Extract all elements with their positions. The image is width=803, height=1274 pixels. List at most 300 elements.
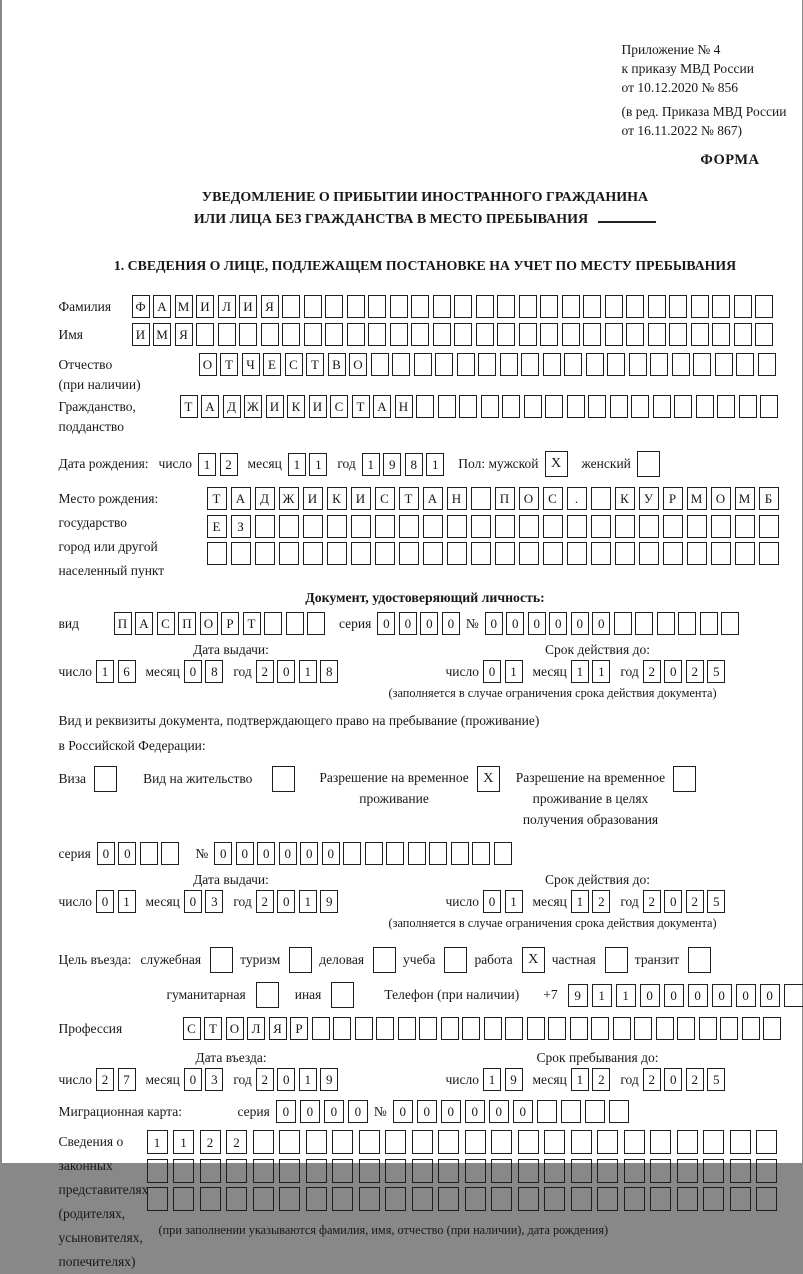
form-cell[interactable]: [639, 515, 659, 538]
form-cell[interactable]: [207, 542, 227, 565]
birth-place-row-3[interactable]: [207, 542, 779, 565]
form-cell[interactable]: [200, 1159, 221, 1183]
form-cell[interactable]: 0: [465, 1100, 485, 1123]
form-cell[interactable]: 2: [686, 660, 704, 683]
form-cell[interactable]: [677, 1159, 698, 1183]
form-cell[interactable]: [491, 1130, 512, 1154]
form-cell[interactable]: [451, 842, 469, 865]
form-cell[interactable]: [332, 1159, 353, 1183]
form-cell[interactable]: [691, 295, 709, 318]
form-cell[interactable]: Ф: [132, 295, 150, 318]
form-cell[interactable]: 0: [485, 612, 503, 635]
form-cell[interactable]: И: [309, 395, 327, 418]
form-cell[interactable]: [586, 353, 604, 376]
form-cell[interactable]: Т: [220, 353, 238, 376]
form-cell[interactable]: [735, 542, 755, 565]
form-cell[interactable]: [545, 395, 563, 418]
form-cell[interactable]: 0: [528, 612, 546, 635]
form-cell[interactable]: [416, 395, 434, 418]
residence-valid-year[interactable]: [643, 890, 726, 913]
purpose-official-checkbox[interactable]: [210, 947, 233, 973]
form-cell[interactable]: 1: [571, 1068, 589, 1091]
form-cell[interactable]: [561, 1100, 581, 1123]
form-cell[interactable]: [614, 612, 632, 635]
form-cell[interactable]: [615, 515, 635, 538]
form-cell[interactable]: С: [157, 612, 175, 635]
form-cell[interactable]: 0: [417, 1100, 437, 1123]
form-cell[interactable]: О: [199, 353, 217, 376]
form-cell[interactable]: 2: [643, 660, 661, 683]
sex-female-checkbox[interactable]: [637, 451, 660, 477]
form-cell[interactable]: [624, 1187, 645, 1211]
form-cell[interactable]: [742, 1017, 760, 1040]
form-cell[interactable]: [639, 542, 659, 565]
form-cell[interactable]: [519, 323, 537, 346]
form-cell[interactable]: [255, 542, 275, 565]
form-cell[interactable]: [423, 515, 443, 538]
form-cell[interactable]: 8: [205, 660, 223, 683]
edu-residence-checkbox[interactable]: [673, 766, 696, 792]
birth-year-input[interactable]: [362, 453, 445, 476]
form-cell[interactable]: [351, 515, 371, 538]
form-cell[interactable]: [495, 542, 515, 565]
form-cell[interactable]: [359, 1159, 380, 1183]
form-cell[interactable]: [279, 542, 299, 565]
form-cell[interactable]: [462, 1017, 480, 1040]
form-cell[interactable]: 5: [707, 1068, 725, 1091]
representatives-row-1[interactable]: [147, 1130, 778, 1154]
entry-day[interactable]: [96, 1068, 136, 1091]
residence-issue-day[interactable]: [96, 890, 136, 913]
form-cell[interactable]: М: [153, 323, 171, 346]
form-cell[interactable]: [355, 1017, 373, 1040]
identity-valid-year[interactable]: [643, 660, 726, 683]
form-cell[interactable]: [739, 395, 757, 418]
form-cell[interactable]: [392, 353, 410, 376]
form-cell[interactable]: [677, 1130, 698, 1154]
form-cell[interactable]: [711, 515, 731, 538]
form-cell[interactable]: [650, 1130, 671, 1154]
purpose-study-checkbox[interactable]: [444, 947, 467, 973]
form-cell[interactable]: [399, 515, 419, 538]
form-cell[interactable]: А: [153, 295, 171, 318]
surname-input[interactable]: [132, 295, 774, 318]
form-cell[interactable]: [332, 1130, 353, 1154]
form-cell[interactable]: Л: [247, 1017, 265, 1040]
form-cell[interactable]: [597, 1130, 618, 1154]
entry-year[interactable]: [256, 1068, 339, 1091]
form-cell[interactable]: Т: [243, 612, 261, 635]
form-cell[interactable]: [567, 542, 587, 565]
form-cell[interactable]: [494, 842, 512, 865]
form-cell[interactable]: [147, 1187, 168, 1211]
form-cell[interactable]: П: [178, 612, 196, 635]
form-cell[interactable]: [399, 542, 419, 565]
form-cell[interactable]: [376, 1017, 394, 1040]
form-cell[interactable]: [700, 612, 718, 635]
form-cell[interactable]: 1: [299, 1068, 317, 1091]
form-cell[interactable]: [677, 1187, 698, 1211]
form-cell[interactable]: [447, 542, 467, 565]
form-cell[interactable]: 0: [322, 842, 340, 865]
form-cell[interactable]: [755, 295, 773, 318]
form-cell[interactable]: [327, 542, 347, 565]
form-cell[interactable]: 0: [277, 890, 295, 913]
form-cell[interactable]: [454, 323, 472, 346]
form-cell[interactable]: 1: [426, 453, 444, 476]
form-cell[interactable]: [537, 1100, 557, 1123]
form-cell[interactable]: [597, 1159, 618, 1183]
form-cell[interactable]: [613, 1017, 631, 1040]
form-cell[interactable]: [255, 515, 275, 538]
form-cell[interactable]: [359, 1130, 380, 1154]
form-cell[interactable]: [736, 353, 754, 376]
form-cell[interactable]: 1: [299, 890, 317, 913]
temp-residence-checkbox[interactable]: X: [477, 766, 500, 792]
form-cell[interactable]: [239, 323, 257, 346]
doc-number-input[interactable]: [485, 612, 740, 635]
form-cell[interactable]: К: [287, 395, 305, 418]
form-cell[interactable]: 1: [118, 890, 136, 913]
form-cell[interactable]: [433, 295, 451, 318]
form-cell[interactable]: [663, 542, 683, 565]
form-cell[interactable]: [567, 515, 587, 538]
residence-issue-month[interactable]: [184, 890, 224, 913]
form-cell[interactable]: [279, 515, 299, 538]
form-cell[interactable]: [562, 295, 580, 318]
form-cell[interactable]: Т: [352, 395, 370, 418]
form-cell[interactable]: 0: [664, 984, 684, 1007]
form-cell[interactable]: [591, 542, 611, 565]
form-cell[interactable]: [196, 323, 214, 346]
form-cell[interactable]: [687, 515, 707, 538]
form-cell[interactable]: [140, 842, 158, 865]
form-cell[interactable]: [678, 612, 696, 635]
form-cell[interactable]: [386, 842, 404, 865]
form-cell[interactable]: [325, 295, 343, 318]
sex-male-checkbox[interactable]: X: [545, 451, 568, 477]
patronymic-input[interactable]: [199, 353, 776, 376]
form-cell[interactable]: С: [183, 1017, 201, 1040]
form-cell[interactable]: [699, 1017, 717, 1040]
form-cell[interactable]: 9: [383, 453, 401, 476]
form-cell[interactable]: [669, 323, 687, 346]
form-cell[interactable]: 0: [688, 984, 708, 1007]
form-cell[interactable]: 1: [198, 453, 216, 476]
birth-month-input[interactable]: [288, 453, 328, 476]
form-cell[interactable]: 0: [96, 890, 114, 913]
form-cell[interactable]: [571, 1130, 592, 1154]
representatives-row-3[interactable]: [147, 1187, 778, 1211]
residence-number-input[interactable]: [214, 842, 512, 865]
form-cell[interactable]: [544, 1130, 565, 1154]
form-cell[interactable]: [755, 323, 773, 346]
form-cell[interactable]: Р: [221, 612, 239, 635]
form-cell[interactable]: [173, 1187, 194, 1211]
form-cell[interactable]: [412, 1130, 433, 1154]
form-cell[interactable]: Ч: [242, 353, 260, 376]
form-cell[interactable]: 0: [184, 660, 202, 683]
form-cell[interactable]: [648, 323, 666, 346]
form-cell[interactable]: [540, 295, 558, 318]
form-cell[interactable]: 9: [505, 1068, 523, 1091]
form-cell[interactable]: 1: [362, 453, 380, 476]
form-cell[interactable]: 5: [707, 660, 725, 683]
form-cell[interactable]: 1: [592, 984, 612, 1007]
form-cell[interactable]: Р: [290, 1017, 308, 1040]
stay-month[interactable]: [571, 1068, 611, 1091]
form-cell[interactable]: [471, 515, 491, 538]
form-cell[interactable]: [712, 323, 730, 346]
form-cell[interactable]: [423, 542, 443, 565]
form-cell[interactable]: [674, 395, 692, 418]
form-cell[interactable]: 0: [592, 612, 610, 635]
form-cell[interactable]: О: [226, 1017, 244, 1040]
form-cell[interactable]: 0: [664, 1068, 682, 1091]
form-cell[interactable]: 0: [712, 984, 732, 1007]
form-cell[interactable]: [650, 1187, 671, 1211]
form-cell[interactable]: [571, 1187, 592, 1211]
form-cell[interactable]: [438, 1159, 459, 1183]
form-cell[interactable]: 0: [420, 612, 438, 635]
form-cell[interactable]: [756, 1159, 777, 1183]
form-cell[interactable]: [282, 295, 300, 318]
form-cell[interactable]: [527, 1017, 545, 1040]
form-cell[interactable]: [615, 542, 635, 565]
form-cell[interactable]: 1: [483, 1068, 501, 1091]
form-cell[interactable]: 0: [549, 612, 567, 635]
form-cell[interactable]: [626, 323, 644, 346]
form-cell[interactable]: [544, 1159, 565, 1183]
form-cell[interactable]: [570, 1017, 588, 1040]
form-cell[interactable]: А: [201, 395, 219, 418]
form-cell[interactable]: [218, 323, 236, 346]
form-cell[interactable]: [411, 323, 429, 346]
migration-number-input[interactable]: [393, 1100, 629, 1123]
form-cell[interactable]: [634, 1017, 652, 1040]
identity-issue-day[interactable]: [96, 660, 136, 683]
form-cell[interactable]: 2: [256, 1068, 274, 1091]
form-cell[interactable]: О: [349, 353, 367, 376]
form-cell[interactable]: [687, 542, 707, 565]
form-cell[interactable]: [734, 295, 752, 318]
form-cell[interactable]: [226, 1159, 247, 1183]
identity-valid-month[interactable]: [571, 660, 611, 683]
form-cell[interactable]: У: [639, 487, 659, 510]
form-cell[interactable]: 0: [118, 842, 136, 865]
form-cell[interactable]: О: [519, 487, 539, 510]
form-cell[interactable]: Т: [204, 1017, 222, 1040]
form-cell[interactable]: 1: [616, 984, 636, 1007]
form-cell[interactable]: 2: [643, 1068, 661, 1091]
form-cell[interactable]: Р: [663, 487, 683, 510]
form-cell[interactable]: [231, 542, 251, 565]
form-cell[interactable]: 2: [686, 890, 704, 913]
form-cell[interactable]: Я: [261, 295, 279, 318]
form-cell[interactable]: О: [711, 487, 731, 510]
form-cell[interactable]: [390, 323, 408, 346]
form-cell[interactable]: [368, 295, 386, 318]
form-cell[interactable]: 0: [640, 984, 660, 1007]
form-cell[interactable]: [585, 1100, 605, 1123]
form-cell[interactable]: [419, 1017, 437, 1040]
form-cell[interactable]: 0: [760, 984, 780, 1007]
form-cell[interactable]: [365, 842, 383, 865]
form-cell[interactable]: 1: [299, 660, 317, 683]
form-cell[interactable]: [303, 542, 323, 565]
residence-valid-month[interactable]: [571, 890, 611, 913]
form-cell[interactable]: [543, 515, 563, 538]
form-cell[interactable]: [476, 323, 494, 346]
form-cell[interactable]: [347, 323, 365, 346]
form-cell[interactable]: [438, 1187, 459, 1211]
form-cell[interactable]: [282, 323, 300, 346]
form-cell[interactable]: 5: [707, 890, 725, 913]
form-cell[interactable]: Я: [269, 1017, 287, 1040]
form-cell[interactable]: О: [200, 612, 218, 635]
form-cell[interactable]: [253, 1187, 274, 1211]
form-cell[interactable]: [438, 1130, 459, 1154]
form-cell[interactable]: [385, 1159, 406, 1183]
form-cell[interactable]: [677, 1017, 695, 1040]
phone-input[interactable]: [568, 984, 803, 1007]
form-cell[interactable]: [500, 353, 518, 376]
form-cell[interactable]: 2: [686, 1068, 704, 1091]
form-cell[interactable]: Т: [306, 353, 324, 376]
stay-day[interactable]: [483, 1068, 523, 1091]
visa-checkbox[interactable]: [94, 766, 117, 792]
form-cell[interactable]: [412, 1187, 433, 1211]
form-cell[interactable]: 8: [405, 453, 423, 476]
form-cell[interactable]: 0: [97, 842, 115, 865]
form-cell[interactable]: И: [303, 487, 323, 510]
form-cell[interactable]: [521, 353, 539, 376]
form-cell[interactable]: [696, 395, 714, 418]
given-name-input[interactable]: [132, 323, 774, 346]
form-cell[interactable]: .: [567, 487, 587, 510]
form-cell[interactable]: Б: [759, 487, 779, 510]
form-cell[interactable]: И: [266, 395, 284, 418]
stay-year[interactable]: [643, 1068, 726, 1091]
form-cell[interactable]: [351, 542, 371, 565]
form-cell[interactable]: [459, 395, 477, 418]
form-cell[interactable]: [385, 1130, 406, 1154]
form-cell[interactable]: 1: [505, 890, 523, 913]
purpose-business-checkbox[interactable]: [373, 947, 396, 973]
form-cell[interactable]: [333, 1017, 351, 1040]
form-cell[interactable]: 1: [147, 1130, 168, 1154]
form-cell[interactable]: [635, 612, 653, 635]
form-cell[interactable]: [325, 323, 343, 346]
form-cell[interactable]: [703, 1130, 724, 1154]
migration-series-input[interactable]: [276, 1100, 368, 1123]
form-cell[interactable]: [471, 542, 491, 565]
form-cell[interactable]: [476, 295, 494, 318]
form-cell[interactable]: Ж: [244, 395, 262, 418]
form-cell[interactable]: [624, 1130, 645, 1154]
form-cell[interactable]: [657, 612, 675, 635]
form-cell[interactable]: 0: [664, 890, 682, 913]
form-cell[interactable]: [519, 515, 539, 538]
form-cell[interactable]: [583, 295, 601, 318]
form-cell[interactable]: [656, 1017, 674, 1040]
form-cell[interactable]: 0: [348, 1100, 368, 1123]
purpose-humanitarian-checkbox[interactable]: [256, 982, 279, 1008]
form-cell[interactable]: 0: [257, 842, 275, 865]
form-cell[interactable]: [390, 295, 408, 318]
form-cell[interactable]: [571, 1159, 592, 1183]
form-cell[interactable]: [497, 295, 515, 318]
doc-kind-input[interactable]: [114, 612, 326, 635]
form-cell[interactable]: 0: [276, 1100, 296, 1123]
form-cell[interactable]: 0: [736, 984, 756, 1007]
entry-month[interactable]: [184, 1068, 224, 1091]
form-cell[interactable]: [693, 353, 711, 376]
form-cell[interactable]: 0: [184, 890, 202, 913]
residence-valid-day[interactable]: [483, 890, 523, 913]
form-cell[interactable]: [609, 1100, 629, 1123]
form-cell[interactable]: [279, 1130, 300, 1154]
form-cell[interactable]: [414, 353, 432, 376]
form-cell[interactable]: [279, 1159, 300, 1183]
form-cell[interactable]: [481, 395, 499, 418]
form-cell[interactable]: [497, 323, 515, 346]
form-cell[interactable]: 0: [393, 1100, 413, 1123]
form-cell[interactable]: 7: [118, 1068, 136, 1091]
form-cell[interactable]: [672, 353, 690, 376]
form-cell[interactable]: Т: [399, 487, 419, 510]
form-cell[interactable]: [548, 1017, 566, 1040]
form-cell[interactable]: [730, 1130, 751, 1154]
form-cell[interactable]: [543, 542, 563, 565]
form-cell[interactable]: [784, 984, 803, 1007]
form-cell[interactable]: [650, 353, 668, 376]
form-cell[interactable]: 0: [664, 660, 682, 683]
form-cell[interactable]: 2: [220, 453, 238, 476]
form-cell[interactable]: С: [375, 487, 395, 510]
form-cell[interactable]: 2: [643, 890, 661, 913]
form-cell[interactable]: [457, 353, 475, 376]
form-cell[interactable]: 9: [568, 984, 588, 1007]
form-cell[interactable]: [591, 1017, 609, 1040]
form-cell[interactable]: [605, 323, 623, 346]
form-cell[interactable]: 0: [277, 1068, 295, 1091]
form-cell[interactable]: 0: [324, 1100, 344, 1123]
form-cell[interactable]: 0: [441, 1100, 461, 1123]
form-cell[interactable]: Д: [223, 395, 241, 418]
form-cell[interactable]: [591, 515, 611, 538]
doc-series-input[interactable]: [377, 612, 460, 635]
form-cell[interactable]: [626, 295, 644, 318]
form-cell[interactable]: [343, 842, 361, 865]
form-cell[interactable]: [583, 323, 601, 346]
form-cell[interactable]: [375, 542, 395, 565]
form-cell[interactable]: К: [615, 487, 635, 510]
form-cell[interactable]: 1: [288, 453, 306, 476]
form-cell[interactable]: П: [114, 612, 132, 635]
form-cell[interactable]: [447, 515, 467, 538]
form-cell[interactable]: [703, 1187, 724, 1211]
form-cell[interactable]: 2: [256, 660, 274, 683]
form-cell[interactable]: [567, 395, 585, 418]
form-cell[interactable]: Н: [447, 487, 467, 510]
form-cell[interactable]: М: [175, 295, 193, 318]
form-cell[interactable]: 1: [96, 660, 114, 683]
form-cell[interactable]: Е: [263, 353, 281, 376]
form-cell[interactable]: С: [285, 353, 303, 376]
form-cell[interactable]: [347, 295, 365, 318]
form-cell[interactable]: 2: [200, 1130, 221, 1154]
